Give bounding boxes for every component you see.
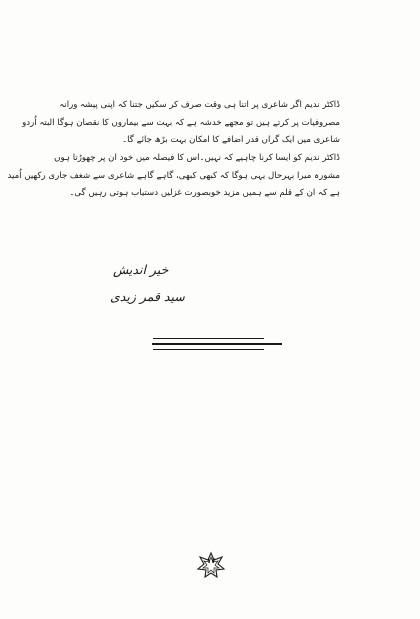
- foreword-paragraph-1: [22, 97, 340, 150]
- paragraph-line: ہے کہ ان کے قلم سے ہمیں مزید خوبصورت غزلیں دستیاب ہوتی رہیں گی۔: [69, 188, 340, 198]
- signature-closing: خیر اندیش: [113, 262, 169, 277]
- signature-name: سید قمر زیدی: [110, 289, 185, 304]
- paragraph-line: ڈاکٹر ندیم اگر شاعری پر اتنا ہی وقت صرف کر سکیں جتنا کہ اپنی پیشہ ورانہ: [59, 100, 340, 110]
- paragraph-line: ڈاکٹر ندیم کو ایسا کرنا چاہیے کہ نہیں۔اس کا فیصلہ میں خود ان پر چھوڑتا ہوں: [54, 153, 340, 163]
- foreword-paragraph-2: [7, 150, 340, 203]
- page-number: ۱۷: [206, 557, 216, 565]
- paragraph-line: مصروفیات پر کرتے ہیں تو مجھے خدشہ ہے کہ بہت سے بیماروں کا نقصان ہوگا البتہ اُردو: [22, 117, 340, 128]
- divider-rule-top: [153, 338, 264, 339]
- paragraph-line: مشورہ میرا بہرحال یہی ہوگا کہ کبھی کبھی، گاہے گاہے شاعری سے شغف جاری رکھیں اُمید: [7, 170, 340, 181]
- paragraph-line: شاعری میں ایک گراں قدر اضافے کا امکان بہت بڑھ جائے گا۔: [122, 135, 340, 145]
- divider-rule-middle: [152, 343, 282, 345]
- star-ornament-icon: [197, 552, 225, 578]
- divider-rule-bottom: [153, 349, 264, 350]
